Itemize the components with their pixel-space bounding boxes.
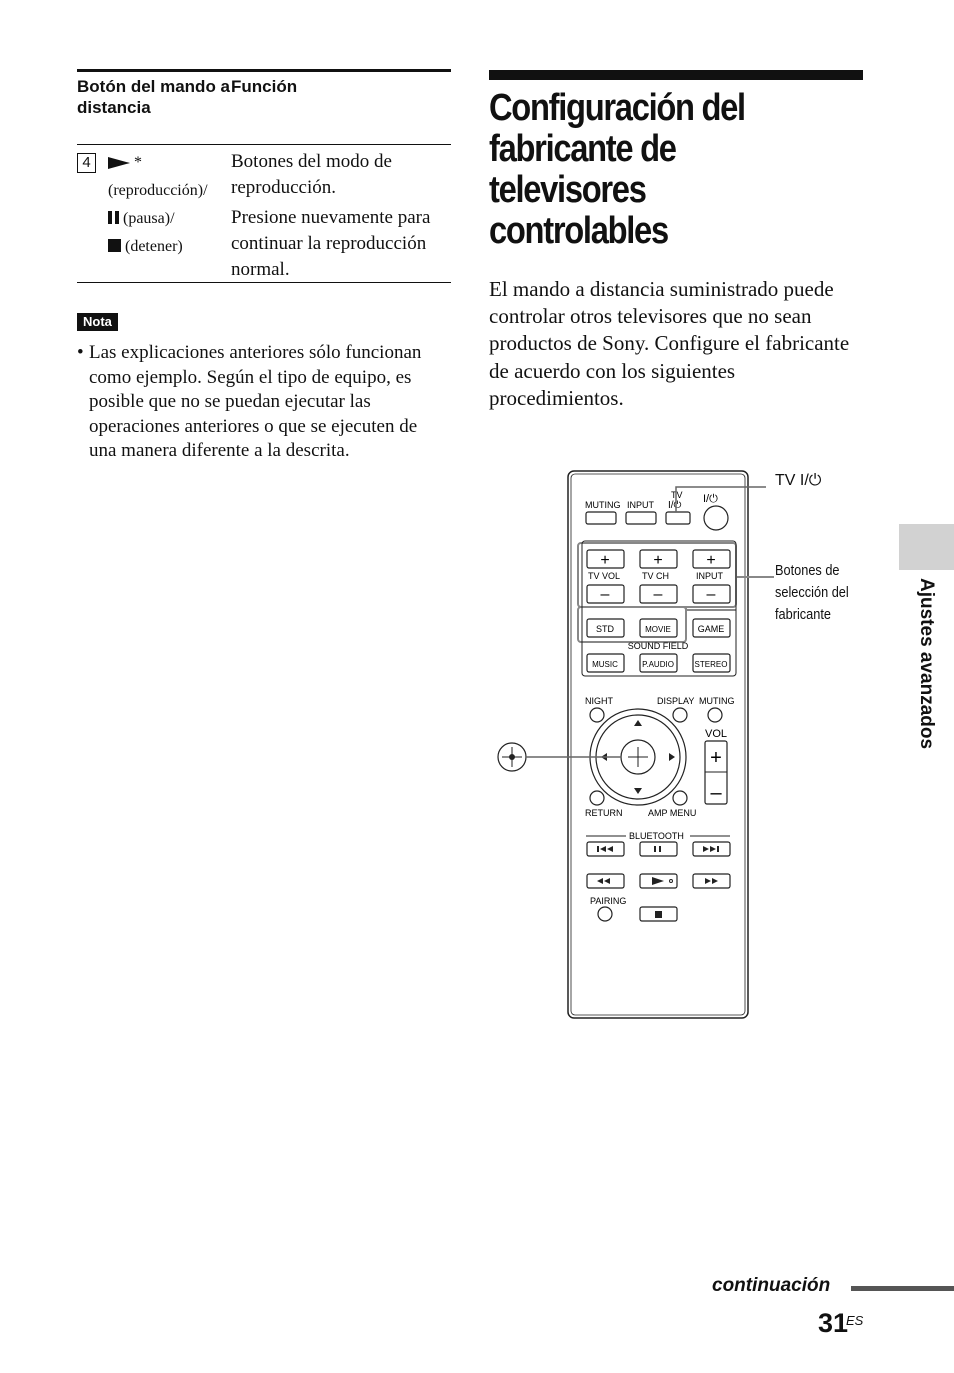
svg-text:–: – [653, 586, 663, 603]
heading-rule [489, 70, 863, 80]
fig-label-pairing: PAIRING [590, 896, 627, 906]
fig-label-stereo: STEREO [694, 660, 728, 669]
remote-control-figure [490, 460, 790, 1025]
fig-label-music: MUSIC [592, 660, 618, 669]
callout-line-2: selección del [775, 584, 849, 601]
function-p2: Presione nuevamente para continuar la reproducción normal. [231, 207, 431, 280]
function-p1: Botones del modo de reproducción. [231, 151, 392, 198]
svg-text:+: + [706, 552, 716, 569]
callout-line-1: Botones de [775, 562, 840, 579]
fig-label-amp-menu: AMP MENU [648, 808, 697, 818]
fig-label-input2: INPUT [696, 571, 723, 581]
svg-text:–: – [710, 782, 722, 804]
table-header-function: Función [231, 77, 298, 96]
table-row [77, 145, 451, 283]
fig-label-tv: TV [671, 490, 683, 500]
fig-label-p-audio: P.AUDIO [642, 660, 674, 669]
row-number: 4 [77, 153, 96, 173]
svg-text:+: + [710, 747, 722, 769]
fig-label-game: GAME [697, 624, 725, 634]
page-number: 31 [818, 1308, 849, 1338]
fig-label-std: STD [596, 624, 614, 634]
table-header-row [77, 72, 451, 145]
fig-label-bluetooth: BLUETOOTH [629, 831, 684, 841]
section-intro: El mando a distancia suministrado puede controlar otros televisores que no sean productos de Sony. Configure el fabricante de acuerdo con los siguientes procedimientos. [489, 277, 850, 410]
table-cell-button [77, 149, 231, 282]
continuation-bar [851, 1286, 954, 1291]
pause-text: (pausa)/ [119, 210, 175, 227]
fig-label-movie: MOVIE [645, 625, 671, 634]
fig-label-night: NIGHT [585, 696, 613, 706]
table-cell-function [231, 149, 451, 282]
svg-text:–: – [706, 586, 716, 603]
fig-label-input: INPUT [627, 500, 654, 510]
play-text: (reproducción)/ [108, 182, 208, 199]
button-list [108, 149, 208, 261]
fig-label-sound-field: SOUND FIELD [627, 641, 689, 651]
play-label: * [130, 154, 142, 171]
svg-text:I/⏻: I/⏻ [668, 500, 682, 511]
callout-tv-text: TV I/ [775, 472, 809, 489]
svg-text:I/⏻: I/⏻ [703, 493, 718, 505]
callout-manufacturer-buttons [775, 560, 849, 626]
side-tab-marker [899, 524, 954, 570]
note-label: Nota [77, 313, 118, 331]
callout-line-3: fabricante [775, 606, 831, 623]
fig-label-tv-vol: TV VOL [588, 571, 621, 581]
note-text: Las explicaciones anteriores sólo funcionan como ejemplo. Según el tipo de equipo, es posible que no se puedan ejecutar las operaciones anteriores o que se ejecuten de una manera diferente a la descrita. [89, 342, 422, 461]
pause-icon [108, 211, 112, 224]
stop-icon [108, 239, 121, 252]
power-icon: ⏻ [808, 472, 822, 489]
svg-text:+: + [600, 552, 610, 569]
section-title: Configuración del fabricante de televisores controlables [489, 87, 745, 252]
note-bullet [77, 341, 449, 464]
fig-label-return: RETURN [585, 808, 623, 818]
page-language: ES [846, 1313, 864, 1328]
svg-text:–: – [600, 586, 610, 603]
callout-tv-power [775, 472, 821, 490]
svg-text:+: + [653, 552, 663, 569]
play-icon [108, 157, 130, 169]
fig-label-display: DISPLAY [657, 696, 695, 706]
continuation-label: continuación [712, 1275, 831, 1296]
fig-label-tv-ch: TV CH [642, 571, 669, 581]
fig-label-muting: MUTING [585, 500, 621, 510]
stop-text: (detener) [121, 238, 183, 255]
fig-label-muting2: MUTING [699, 696, 735, 706]
table-header-button: Botón del mando a distancia [77, 77, 230, 117]
function-table [77, 69, 451, 283]
fig-label-vol: VOL [705, 728, 728, 740]
bullet-mark: • [77, 342, 84, 363]
side-tab-label: Ajustes avanzados [916, 578, 937, 750]
